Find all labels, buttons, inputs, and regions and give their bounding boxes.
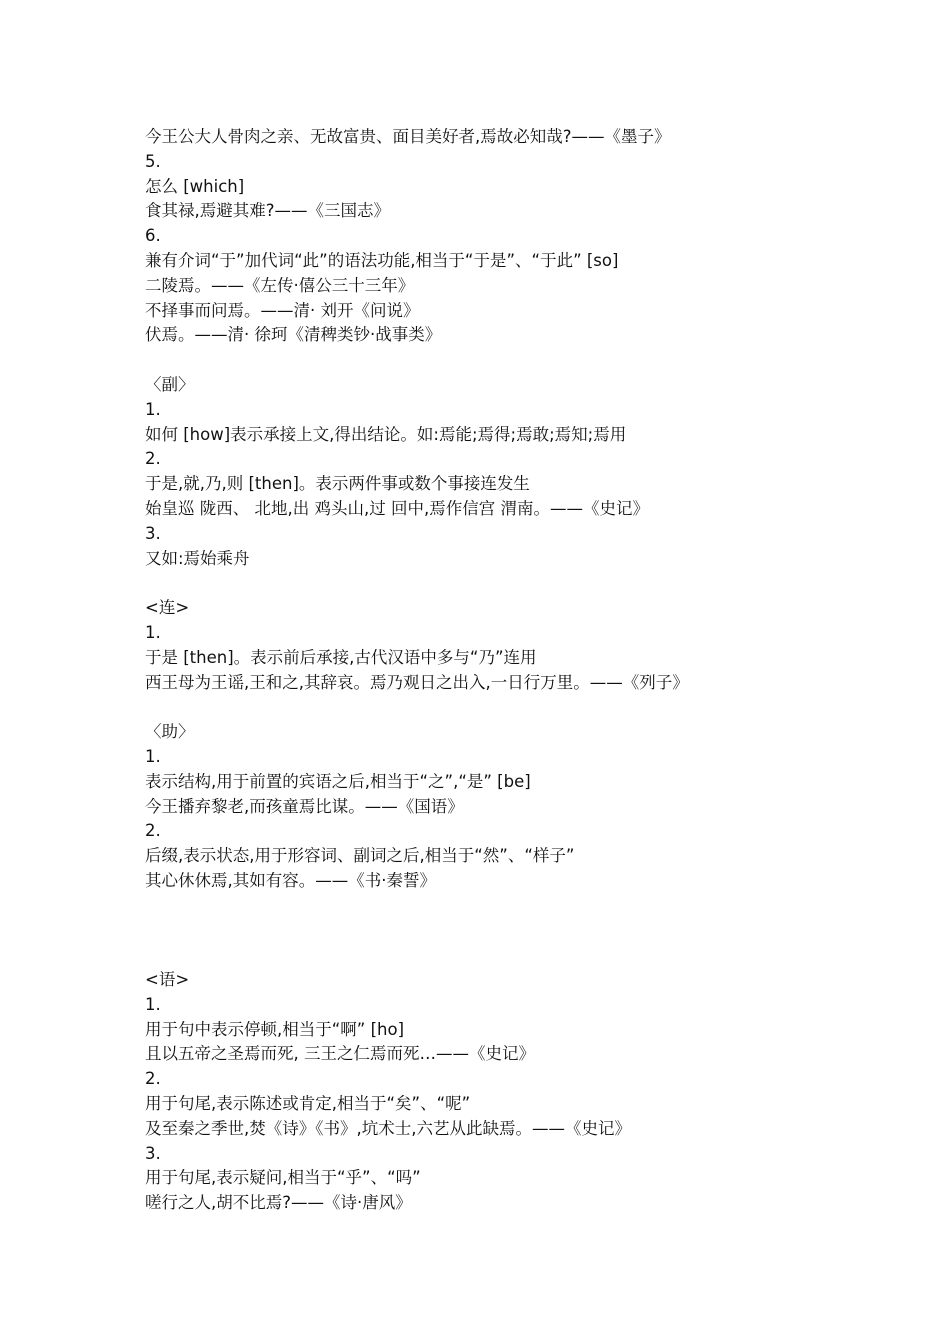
text-line: 及至秦之季世,焚《诗》《书》,坑术士,六艺从此缺焉。——《史记》	[145, 1118, 631, 1138]
blank-line	[145, 695, 905, 720]
section-heading-particle: 〈助〉	[145, 722, 195, 742]
text-line: 如何 [how]表示承接上文,得出结论。如:焉能;焉得;焉敢;焉知;焉用	[145, 424, 627, 444]
text-line: 6.	[145, 226, 161, 246]
blank-line	[145, 894, 905, 919]
blank-line	[145, 943, 905, 968]
text-line: 今王播弃黎老,而孩童焉比谋。——《国语》	[145, 796, 464, 816]
text-line: 怎么 [which]	[145, 176, 245, 196]
text-line: 嗟行之人,胡不比焉?——《诗·唐风》	[145, 1193, 412, 1213]
text-line: 用于句尾,表示陈述或肯定,相当于“矣”、“呢”	[145, 1094, 471, 1114]
text-line: 表示结构,用于前置的宾语之后,相当于“之”,“是” [be]	[145, 771, 531, 791]
text-line: 西王母为王谣,王和之,其辞哀。焉乃观日之出入,一日行万里。——《列子》	[145, 672, 689, 692]
document-body	[145, 125, 905, 1216]
text-line: 又如:焉始乘舟	[145, 548, 250, 568]
text-line: 其心休休焉,其如有容。——《书·秦誓》	[145, 870, 436, 890]
text-line: 用于句中表示停顿,相当于“啊” [ho]	[145, 1019, 405, 1039]
text-line: 2.	[145, 821, 161, 841]
blank-line	[145, 919, 905, 944]
text-line: 于是,就,乃,则 [then]。表示两件事或数个事接连发生	[145, 474, 530, 494]
text-line: 1.	[145, 994, 161, 1014]
text-line: 3.	[145, 1143, 161, 1163]
text-line: 用于句尾,表示疑问,相当于“乎”、“吗”	[145, 1168, 421, 1188]
text-line: 二陵焉。——《左传·僖公三十三年》	[145, 275, 415, 295]
text-line: 1.	[145, 399, 161, 419]
section-heading-modal: <语>	[145, 970, 190, 990]
text-line: 2.	[145, 1069, 161, 1089]
text-line: 1.	[145, 746, 161, 766]
text-line: 不择事而问焉。——清· 刘开《问说》	[145, 300, 420, 320]
text-line: 1.	[145, 622, 161, 642]
text-line: 且以五帝之圣焉而死, 三王之仁焉而死…——《史记》	[145, 1044, 535, 1064]
text-line: 兼有介词“于”加代词“此”的语法功能,相当于“于是”、“于此” [so]	[145, 250, 619, 270]
blank-line	[145, 348, 905, 373]
text-line: 伏焉。——清· 徐珂《清稗类钞·战事类》	[145, 325, 442, 345]
text-line: 食其禄,焉避其难?——《三国志》	[145, 201, 391, 221]
text-line: 今王公大人骨肉之亲、无故富贵、面目美好者,焉故必知哉?——《墨子》	[145, 127, 671, 146]
blank-line	[145, 571, 905, 596]
text-line: 始皇巡 陇西、 北地,出 鸡头山,过 回中,焉作信宫 渭南。——《史记》	[145, 498, 649, 518]
text-line: 后缀,表示状态,用于形容词、副词之后,相当于“然”、“样子”	[145, 846, 575, 866]
section-heading-adverb: 〈副〉	[145, 374, 195, 394]
text-line: 5.	[145, 151, 161, 171]
section-heading-conjunction: <连>	[145, 598, 190, 618]
text-line: 3.	[145, 523, 161, 543]
text-line: 2.	[145, 449, 161, 469]
text-line: 于是 [then]。表示前后承接,古代汉语中多与“乃”连用	[145, 647, 537, 667]
